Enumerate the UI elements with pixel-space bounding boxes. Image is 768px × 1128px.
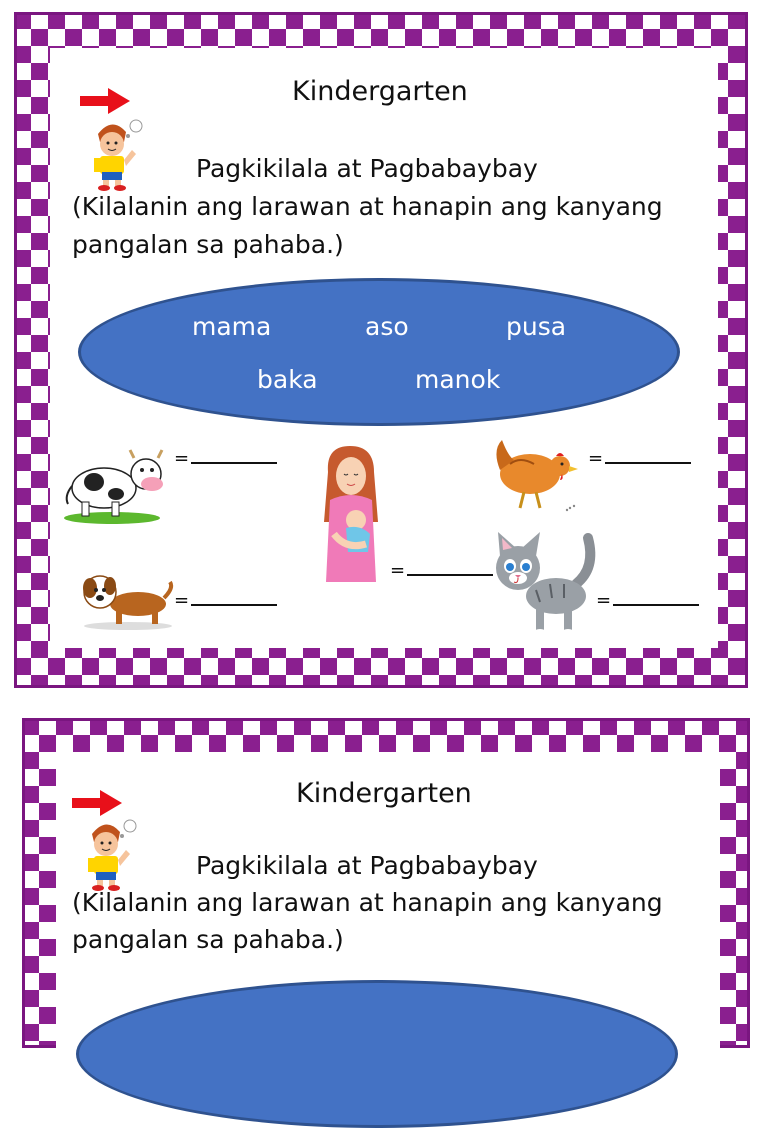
answer-blank-mother[interactable]: =: [390, 560, 493, 581]
word-aso: aso: [365, 312, 409, 341]
mother-baby-icon: [316, 442, 386, 584]
word-baka: baka: [257, 365, 318, 394]
instruction-line-2: pangalan sa pahaba.): [72, 230, 344, 259]
answer-blank-hen[interactable]: =: [588, 448, 691, 469]
answer-blank-dog[interactable]: =: [174, 590, 277, 611]
instruction-line-2: pangalan sa pahaba.): [72, 925, 344, 954]
word-pusa: pusa: [506, 312, 567, 341]
card-content: [50, 48, 718, 648]
worksheet-card-1: [14, 12, 748, 688]
page-subtitle: Pagkikilala at Pagbabaybay: [196, 851, 538, 880]
cow-icon: [60, 444, 170, 528]
page-subtitle: Pagkikilala at Pagbabaybay: [196, 154, 538, 183]
hen-icon: [490, 430, 580, 516]
worksheet-card-2: [22, 718, 750, 1048]
word-mama: mama: [192, 312, 272, 341]
page-title: Kindergarten: [296, 778, 472, 809]
word-bank-oval: [78, 278, 680, 426]
dog-icon: [76, 568, 176, 632]
card-content: [56, 752, 720, 1048]
instruction-line-1: (Kilalanin ang larawan at hanapin ang kanyang: [72, 888, 663, 917]
thinking-boy-icon: [78, 814, 140, 892]
answer-blank-cow[interactable]: =: [174, 448, 277, 469]
word-manok: manok: [415, 365, 501, 394]
page-title: Kindergarten: [292, 76, 468, 107]
instruction-line-1: (Kilalanin ang larawan at hanapin ang kanyang: [72, 192, 663, 221]
word-bank-oval: [76, 980, 678, 1128]
red-arrow-icon: [80, 86, 132, 116]
thinking-boy-icon: [84, 114, 146, 192]
cat-icon: [488, 528, 612, 638]
answer-blank-cat[interactable]: =: [596, 590, 699, 611]
